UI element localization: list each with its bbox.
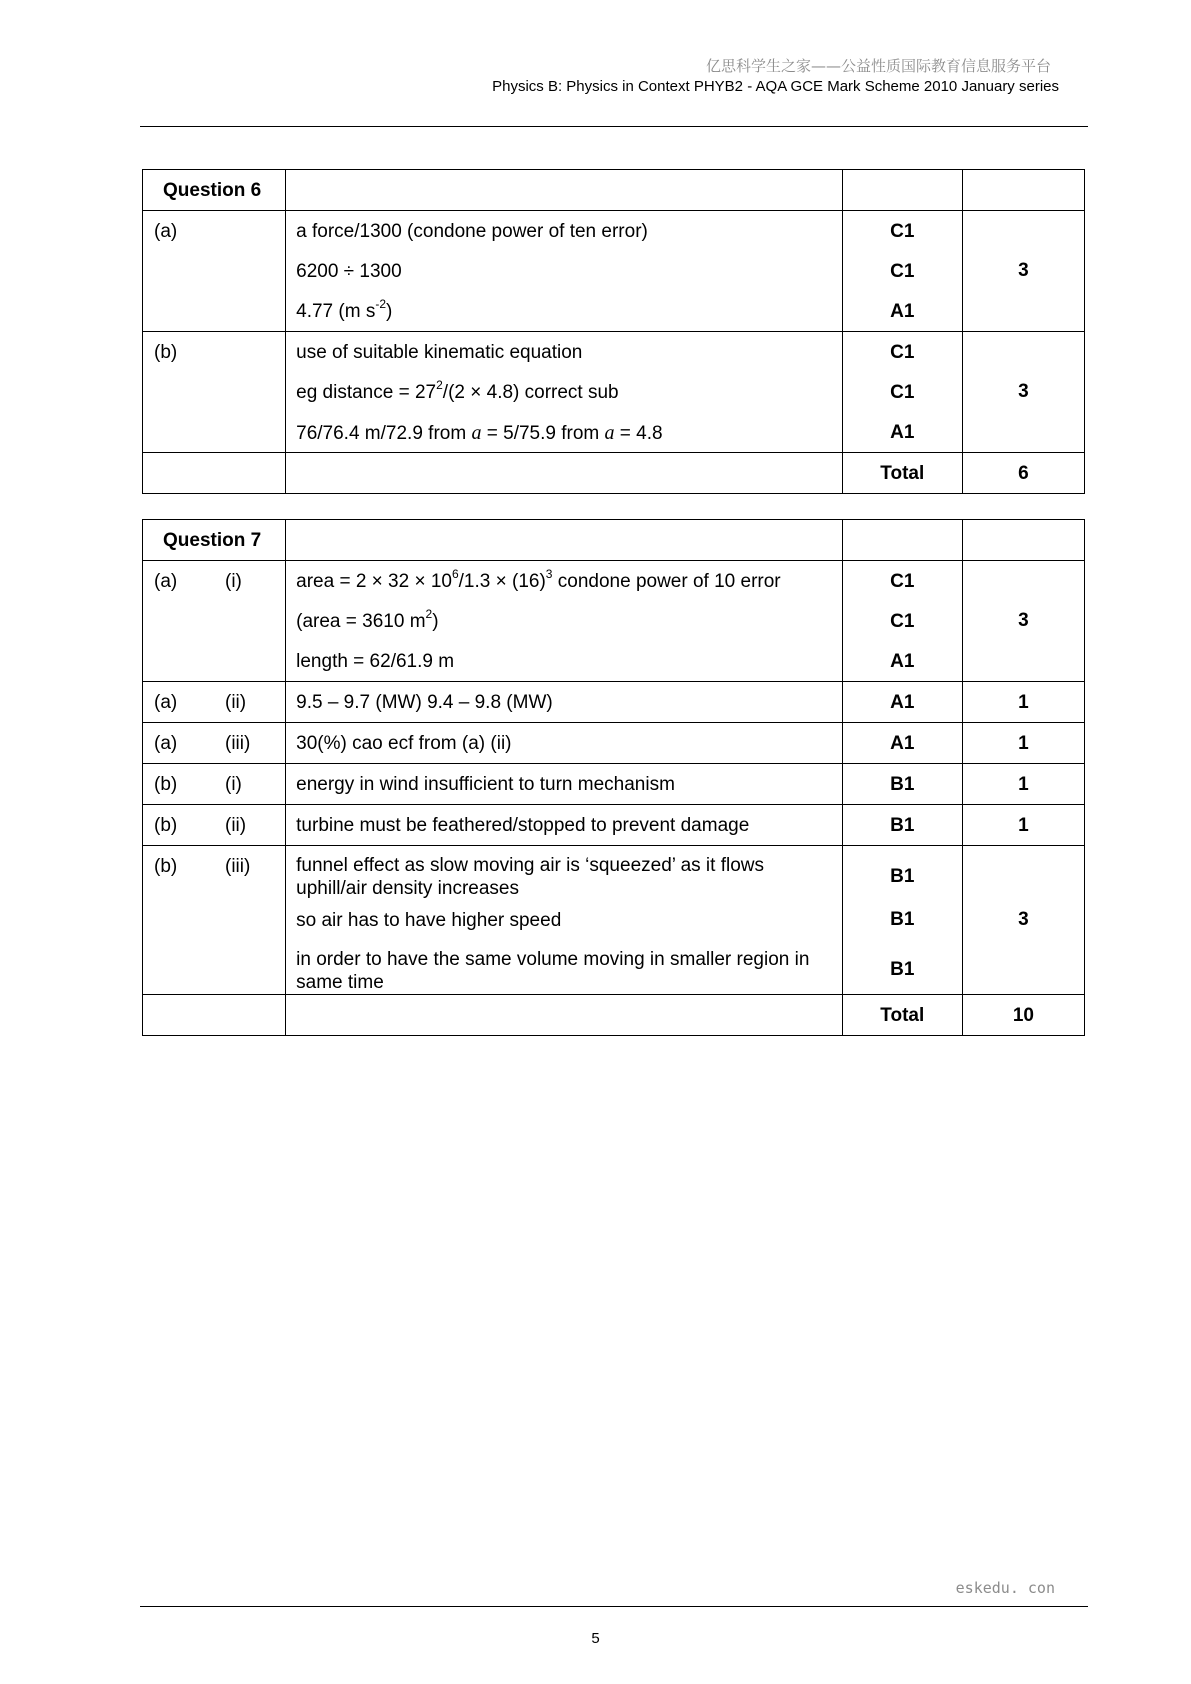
q6-b-mark-3: A1 <box>890 422 915 443</box>
q6-b-row <box>143 332 1085 453</box>
q7-a-ii-answer: 9.5 – 9.7 (MW) 9.4 – 9.8 (MW) <box>286 682 843 723</box>
q6-b-mark-1: C1 <box>890 342 915 363</box>
q7-b-ii-part: (b) <box>154 815 178 836</box>
header-source: 亿思科学生之家——公益性质国际教育信息服务平台 <box>705 57 1051 75</box>
question-6-header-row <box>143 170 1085 211</box>
q7-b-i-total: 1 <box>962 764 1084 805</box>
q7-b-iii-line-2: so air has to have higher speed <box>296 910 562 931</box>
q6-total-row <box>143 453 1085 494</box>
q7-a-ii-row <box>143 682 1085 723</box>
q6-b-line-2: eg distance = $27^2/(2 \times 4.8)$ correct sub <box>296 377 619 403</box>
q7-a-i-total: 3 <box>962 561 1084 682</box>
q6-a-line-3: 4.77 (m $s^{-2}$) <box>296 296 393 322</box>
q7-b-ii-row <box>143 805 1085 846</box>
q7-b-iii-line-3: in order to have the same volume moving in smaller region in same time <box>296 949 810 993</box>
q7-a-ii-part: (a) <box>154 692 178 713</box>
q7-a-i-line-2: (area = 3610 $m^2$) <box>296 606 439 632</box>
question-7-header-row <box>143 520 1085 561</box>
q6-a-mark-2: C1 <box>890 261 915 282</box>
q7-b-iii-part: (b) <box>154 856 178 877</box>
question-6-table <box>142 169 1085 494</box>
q6-b-part: (b) <box>154 342 178 363</box>
q6-a-line-1: a force/1300 (condone power of ten error) <box>296 221 648 242</box>
q7-b-ii-mark: B1 <box>842 805 962 846</box>
q7-a-iii-row <box>143 723 1085 764</box>
q6-b-total: 3 <box>962 332 1084 453</box>
q7-b-iii-mark-2: B1 <box>890 909 915 930</box>
footer-brand: eskedu. con <box>955 1579 1055 1597</box>
question-7-label: Question 7 <box>163 530 262 551</box>
q6-a-mark-1: C1 <box>890 221 915 242</box>
q6-total-value: 6 <box>962 453 1084 494</box>
q6-b-mark-2: C1 <box>890 382 915 403</box>
footer-rule <box>140 1606 1088 1607</box>
q7-b-iii-row <box>143 846 1085 995</box>
q6-a-part: (a) <box>154 221 178 242</box>
q7-total-value: 10 <box>962 995 1084 1036</box>
q7-a-i-line-1: area = $2 \times 32 \times 10^6/1.3 \times (16)^3$ condone power of 10 error <box>296 566 781 592</box>
q7-a-i-sub: (i) <box>225 571 242 592</box>
q7-b-iii-mark-3: B1 <box>890 959 915 980</box>
q7-b-ii-total: 1 <box>962 805 1084 846</box>
q7-b-i-sub: (i) <box>225 774 242 795</box>
q6-b-line-1: use of suitable kinematic equation <box>296 342 583 363</box>
q7-total-row <box>143 995 1085 1036</box>
q7-a-i-mark-2: C1 <box>890 611 915 632</box>
q7-a-iii-total: 1 <box>962 723 1084 764</box>
header-title: Physics B: Physics in Context PHYB2 - AQA GCE Mark Scheme 2010 January series <box>492 78 1059 95</box>
q7-a-ii-mark: A1 <box>842 682 962 723</box>
q7-b-iii-line-1: funnel effect as slow moving air is ‘squeezed’ as it flows uphill/air density increases <box>296 855 764 899</box>
q7-b-iii-total: 3 <box>962 846 1084 995</box>
q7-a-iii-mark: A1 <box>842 723 962 764</box>
q7-b-ii-answer: turbine must be feathered/stopped to prevent damage <box>286 805 843 846</box>
page-number: 5 <box>591 1630 600 1647</box>
q7-b-ii-sub: (ii) <box>225 815 247 836</box>
question-7-table <box>142 519 1085 1036</box>
header-rule <box>140 126 1088 127</box>
question-6-label: Question 6 <box>163 180 262 201</box>
q6-b-line-3: 76/76.4 m/72.9 from a = 5/75.9 from a = 4.8 <box>296 422 663 444</box>
q7-b-iii-sub: (iii) <box>225 856 251 877</box>
q7-a-i-line-3: length = 62/61.9 m <box>296 651 455 672</box>
q7-a-i-mark-3: A1 <box>890 651 915 672</box>
q7-total-label: Total <box>842 995 962 1036</box>
q7-b-i-mark: B1 <box>842 764 962 805</box>
q7-b-iii-mark-1: B1 <box>890 866 915 887</box>
q7-b-i-part: (b) <box>154 774 178 795</box>
q7-a-ii-sub: (ii) <box>225 692 247 713</box>
q6-a-mark-3: A1 <box>890 301 915 322</box>
q7-b-i-row <box>143 764 1085 805</box>
q7-a-iii-sub: (iii) <box>225 733 251 754</box>
q7-a-i-row <box>143 561 1085 682</box>
q6-a-line-2: 6200 ÷ 1300 <box>296 261 402 282</box>
q6-total-label: Total <box>842 453 962 494</box>
q6-a-total: 3 <box>962 211 1084 332</box>
q7-b-i-answer: energy in wind insufficient to turn mechanism <box>286 764 843 805</box>
q7-a-iii-part: (a) <box>154 733 178 754</box>
q7-a-ii-total: 1 <box>962 682 1084 723</box>
q7-a-iii-answer: 30(%) cao ecf from (a) (ii) <box>286 723 843 764</box>
q7-a-i-part: (a) <box>154 571 178 592</box>
q7-a-i-mark-1: C1 <box>890 571 915 592</box>
q6-a-row <box>143 211 1085 332</box>
